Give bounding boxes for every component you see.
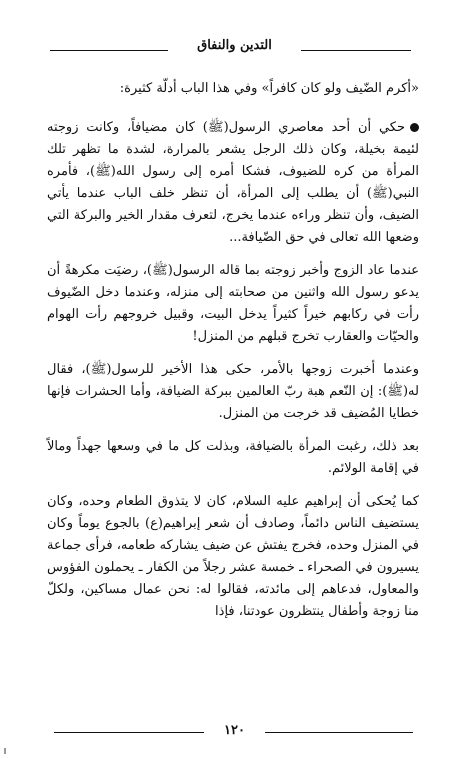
- bullet-icon: [410, 123, 419, 132]
- paragraph-2: عندما عاد الزوج وأخبر زوجته بما قاله الرسول(ﷺ)، رضيَت مكرهةً أن يدعو رسول الله واثنين من صحابته إلى منزله، وعندما دخل الضّيوف رأت في ركابهم خيراً كثيراً يدخل البيت، وقبيل خروجهم رأت الهوام والحيّات والعقارب تخرج قبلهم من المنزل!: [47, 263, 419, 344]
- paragraph-1: [47, 117, 419, 249]
- paragraph-4: بعد ذلك، رغبت المرأة بالضيافة، وبذلت كل ما في وسعها جهداً ومالاً في إقامة الولائم.: [47, 439, 419, 476]
- running-header: [50, 36, 411, 58]
- running-header-title: التدين والنفاق: [197, 38, 272, 53]
- paragraph-3: وعندما أخبرت زوجها بالأمر، حكى هذا الأخير للرسول(ﷺ)، فقال له(ﷺ): إن النّعم هبة ربّ العالمين ببركة الضيافة، وأما الحشرات فإنها خطايا المُضيف قد خرجت من المنزل.: [47, 362, 419, 421]
- paragraph-5: كما يُحكى أن إبراهيم عليه السلام، كان لا يتذوق الطعام وحده، وكان يستضيف الناس دائماً، وصادف أن شعر إبراهيم(ع) بالجوع يوماً وكان في المنزل وحده، فخرج يفتش عن ضيف يشاركه طعامه، فرأى جماعة يسيرون في الصحراء ـ خمسة عشر رجلاً من الكفار ـ يحملون الفؤوس والمعاول، فدعاهم إلى مائدته، فقالوا له: نحن عمال مساكين، ولكلّ منا زوجة وأطفال ينتظرون عودتنا، فإذا: [47, 494, 419, 619]
- body-text: [47, 78, 419, 634]
- header-rule-left: [50, 50, 168, 51]
- page-footer: [54, 721, 413, 741]
- paragraph-intro: «أكرم الضّيف ولو كان كافراً» وفي هذا الباب أدلّة كثيرة:: [119, 81, 419, 96]
- header-rule-right: [301, 50, 411, 51]
- paragraph-1-text: حكي أن أحد معاصري الرسول(ﷺ) كان مضيافاً، وكانت زوجته لئيمة بخيلة، وكان ذلك الرجل يشعر بالمرارة، لشدة ما تظهر تلك المرأة من كره للضيوف، فشكا أمره إلى رسول الله(ﷺ)، فأمره النبي(ﷺ) أن يطلب إلى المرأة، أن تنظر خلف الباب عندما يأتي الضيف، وأن تنظر وراءه عندما يخرج، لتعرف مقدار الخير والبركة التي وضعها الله تعالى في حق الضّيافة...: [47, 120, 419, 245]
- footer-rule-left: [54, 732, 204, 733]
- footer-rule-right: [265, 732, 413, 733]
- page-number: ١٢٠: [224, 723, 245, 738]
- scan-mark: [4, 748, 6, 754]
